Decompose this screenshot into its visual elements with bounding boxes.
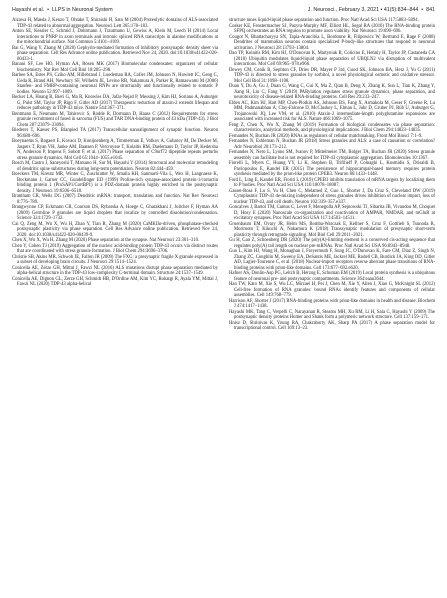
reference-entry: Fiorelli L, Myers C, Huang YY, Li K, Stephen B, Trifilieff P, Colnaghi L, Kosmidis S, Drisaldi B, Pavlopoulos E, Kandel ER (2015) The persistence of hippocampal-based memory requires protein synthesis mediated by the prion-like protein CPEB3. Neuron 86:1433–1448. [229,161,435,177]
reference-entry: Fernandes N, Buchan JR (2020) RNAs as regulators of cellular matchmaking. Front Mol Biosci 7:1–9. [229,133,423,139]
reference-entry: Aizawa H, Maeda J, Kenzo T, Ohtake T, Shiraishi H, Sato M (2004) Proteolytic domains of ALS-associated TDP-43 related to abnormal aggregation. Neurosci Lett 365:178–183. [12,18,218,29]
reference-entry: Banani SF, Lee HO, Hyman AA, Rosen MK (2017) Biomolecular condensates: organizers of cellular biochemistry. Nat Rev Mol Cell Biol 18:285–298. [12,62,218,73]
reference-entry: Harrison AF, Shorter J (2017) RNA-binding proteins with prion-like domains in health and disease. Biochem J 474:1417–1438. [229,298,435,309]
reference-column-left [12,18,218,332]
reference-entry: Bramham CR, Wells DG (2007) Dendritic mRNA: transport, translation and function. Nat Rev Neurosci 8:776–789. [12,194,218,205]
header-separator: • [421,6,424,13]
reference-entry: Ford L, Ling E, Kandel ER, Fioriti L (2019) CPEB3 inhibits translation of mRNA targets by localizing them to P bodies. Proc Natl Acad Sci USA 116:18078–18087. [229,177,435,188]
reference-entry: Bentmann E, Neumann M, Tahirovic S, Rodde R, Dormann D, Haass C (2012) Requirements for stress granule recruitment of fused in sarcoma (FUS) and TAR DNA-binding protein of 43 kDa (TDP-43). J Biol Chem 287:23079–23094. [12,111,218,128]
reference-entry: Cougot N, Bhattacharyya SN, Tapia-Arancibia L, Bordonne R, Filipowicz W, Bertrand E, Rage F (2008) Dendrites of mammalian neurons contain specialized P-body-like structures that respond to neuronal activation. J Neurosci 28:13793–13804. [229,34,435,51]
reference-column-right [229,18,435,332]
reference-entry: Fernandes N, Eshleman N, Buchan JR (2018) Stress granules and ALS: a case of causation or correlation? Adv Neurobiol 20:173–212. [229,139,435,150]
running-header-right [308,7,435,13]
running-header [12,5,435,14]
reference-entry: Duan Y, Du A, Gu J, Duan G, Wang C, Gui X, Ma Z, Qian B, Deng X, Zhang K, Sun L, Tian K, Zhang Y, Jiang H, Liu C, Fang Y (2019) PARylation regulates stress granule dynamics, phase separation, and neurotoxicity of disease-related RNA-binding proteins. Cell Res 29:233–247. [229,84,435,100]
reference-entry: Hafner AS, Donlin-Asp PG, Leitch B, Herzog E, Schuman EM (2019) Local protein synthesis is a ubiquitous feature of neuronal pre- and postsynaptic compartments. Science 364:eaau3644. [229,271,435,282]
reference-entry: Christie SB, Akins MR, Schwob JE, Fallon JR (2009) The FXG: a presynaptic fragile X granule expressed in a subset of developing brain circuits. J Neurosci 29:1514–1524. [12,254,218,265]
reference-entry: Gu H, Gao Z, Schoenberg DR (2020) The poly(A)-limiting element is a conserved cis-acting sequence that regulates poly(A) tail length on nuclear pre-mRNAs. Proc Natl Acad Sci USA 96:8943–8948. [229,238,435,249]
reference-entry: Bosch M, Castro J, Saneyoshi T, Matsuno H, Sur M, Hayashi Y (2014) Structural and molecular remodeling of dendritic spine substructures during long-term potentiation. Neuron 82:444–459. [12,161,218,172]
reference-entry: Gruenbaum EM, Ovary JR, Helm MS, Bomba-Warczak E, Kellner S, Cruz F, Gottlieb S, Tsunoda R, Morimoto T, Kikuchi A, Nakamura K (2018) Transsynaptic modulation of presynaptic short-term plasticity through retrograde signaling. Mol Biol Cell 29:2011–2021. [229,221,435,238]
reference-entry: Conicella AE, Dignon GL, Zerze GH, Schmidt HB, D'Ordine AM, Kim YC, Rohatgi R, Ayala YM, Mittal J, Fawzi NL (2020) TDP-43 alpha-helical [12,276,218,287]
reference-entry: Elden AC, Kim HJ, Hart MP, Chen-Plotkin AS, Johnson BS, Fang X, Armakola M, Geser F, Greene R, Lu MM, Padmanabhan A, Clay-Falcone D, McCluskey L, Elman L, Juhr D, Gruber PJ, Rüb U, Auburger G, Trojanowski JQ, Lee VM, et al. (2010) Ataxin-2 intermediate-length polyglutamine expansions are associated with increased risk for ALS. Nature 466:1069–1075. [229,100,435,122]
reference-entry: Boeckers TM, Kreutz MR, Winter C, Zuschratter W, Smalla KH, Sanmarti-Vila L, Wex H, Langnaese K, Bockmann J, Garner CC, Gundelfinger ED (1999) Proline-rich synapse-associated protein-1/cortactin binding protein 1 (ProSAP1/CortBP1) is a PDZ-domain protein highly enriched in the postsynaptic density. J Neurosci 19:6506–6518. [12,172,218,194]
reference-entry: Anton SE, Kessler C, Schmid J, Dohrmann J, Trautmann U, Gewiss A, Klein M, Leech H (2014) Local interactions to PNRP in axon terminals and intronic spliced RNA transcripts in alanine modifications at the mitochondrial surface. Nat Commun 5:4101–4109. [12,29,218,45]
reference-entry: Fernandes N, Nero L, Lyons SM, Ivanov P, Mittelmeier TM, Bolger TA, Buchan JR (2020) Stress granule assembly can facilitate but is not required for TDP-43 cytoplasmic aggregation. Biomolecules 10:1367. [229,150,435,161]
reference-entry: Goncalves J, Bartol TM, Camus C, Levet F, Menegolla AP, Sejnowski TJ, Sibarita JB, Vivaudou M, Choquet D, Hosy E (2020) Nanoscale co-organization and coactivation of AMPAR, NMDAR, and mGluR at excitatory synapses. Proc Natl Acad Sci USA 117:14503–14511. [229,205,435,221]
running-header-citation: J. Neurosci., February 3, 2021 • 41(5):834–844 [307,6,419,13]
reference-entry: Guo L, Kim HJ, Wang H, Monaghan J, Freyermuth F, Sung JC, O'Donovan K, Fare CM, Diaz Z, Singh N, Zhang ZC, Coughlin M, Sweeny EA, DeSantis ME, Jackrel ME, Rodell CB, Burdick JA, King OD, Gitler AD, Lagier-Tourenne C, et al. (2018) Nuclear-import receptors reverse aberrant phase transitions of RNA-binding proteins with prion-like domains. Cell 173:677–692.e620. [229,249,435,271]
running-header-authors: Hayashi et al. [12,6,45,13]
reference-entry: Barbee SA, Estes PS, Cziko AM, Hillebrand J, Luedeman RA, Coller JM, Johnson N, Howlett IC, Geng C, Ueda R, Brand AH, Newbury SF, Wilhelm JE, Levine RB, Nakamura A, Parker R, Ramaswami M (2006) Staufen- and FMRP-containing neuronal RNPs are structurally and functionally related to somatic P bodies. Neuron 52:997–1009. [12,73,218,95]
running-header-page-number: 841 [426,6,435,13]
reference-entry: structure tunes liquid-liquid phase separation and function. Proc Natl Acad Sci USA 117:5883–5894. [229,18,419,23]
header-separator: • [47,6,49,13]
running-header-title: LLPS in Neuronal System [51,6,113,13]
reference-entry: Chen X, Wu X, Wu H, Zhang M (2020) Phase separation at the synapse. Nat Neurosci 23:301–310. [12,238,200,243]
reference-entry: Chen Y, Cohen TJ (2019) Aggregation of the nucleic acid-binding protein TDP-43 occurs via distinct routes that are coordinated with stress granule formation. J Biol Chem 294:3696–3706. [12,243,218,254]
reference-entry: Becker LA, Huang B, Bieri G, Ma R, Knowles DA, Jafar-Nejad P, Messing J, Kim HJ, Soriano A, Auburger G, Pulst SM, Taylor JP, Rigo F, Gitler AD (2017) Therapeutic reduction of ataxin-2 extends lifespan and reduces pathology in TDP-43 mice. Nature 544:367–371. [12,95,218,111]
reference-entry: Dao TP, Kolaitis RM, Kim HJ, O'Donovan K, Martyniak B, Colicino E, Hehnly H, Taylor JP, Castaneda CA (2018) Ubiquitin modulates liquid-liquid phase separation of UBQLN2 via disruption of multivalent interactions. Mol Cell 69:965–978.e966. [229,51,435,67]
reference-entry: Hnisz D, Shrinivas K, Young RA, Chakraborty AK, Sharp PA (2017) A phase separation model for transcriptional control. Cell 169:13–23. [229,320,435,331]
reference-columns [12,18,435,332]
reference-entry: Gasset-Rosa F, Lu S, Yu H, Chen C, Melamed Z, Guo L, Shorter J, Da Cruz S, Cleveland DW (2019) Cytoplasmic TDP-43 de-mixing independent of stress granules drives inhibition of nuclear import, loss of nuclear TDP-43, and cell death. Neuron 102:339–357.e337. [229,188,435,205]
reference-entry: Feng Z, Chen X, Wu X, Zhang M (2019) Formation of biological condensates via phase separation: characteristics, analytical methods, and physiological implications. J Biol Chem 294:14823–14835. [229,122,435,133]
reference-entry: Han TW, Kato M, Xie S, Wu LC, Mirzaei H, Pei J, Chen M, Xie Y, Allen J, Xiao G, McKnight SL (2012) Cell-free formation of RNA granules: bound RNAs identify features and components of cellular assemblies. Cell 149:768–779. [229,282,435,298]
reference-entry: Hayashi MK, Tang C, Verpelli C, Narayanan R, Stearns MH, Xu RM, Li H, Sala C, Hayashi Y (2009) The postsynaptic density proteins Homer and Shank form a polymeric network structure. Cell 137:159–171. [229,309,435,320]
reference-entry: Bai G, Wang Y, Zhang M (2020) Gephyrin-mediated formation of inhibitory postsynaptic density sheet via phase separation. Cell Res Advance online publication. Retrieved Nov 24, 2020. doi:10.1038/s41422-020-00433-1. [12,45,218,62]
reference-entry: Boeynaems S, Bogaert E, Kovacs D, Konijnenberg A, Timmerman E, Volkov A, Guharoy M, De Decker M, Jaspers T, Ryan VH, Janke AM, Baatsen P, Vercruysse T, Kolaitis RM, Daelemans D, Taylor JP, Kedersha N, Anderson P, Impens F, Sobott F, et al. (2017) Phase separation of C9orf72 dipeptide repeats perturbs stress granule dynamics. Mol Cell 65:1044–1055.e1045. [12,139,218,161]
reference-entry: Conicella AE, Zerze GH, Mittal J, Fawzi NL (2016) ALS mutations disrupt phase separation mediated by alpha-helical structure in the TDP-43 low-complexity C-terminal domain. Structure 24:1537–1549. [12,265,218,276]
reference-entry: Biederer T, Kaeser PS, Blanpied TA (2017) Transcellular nanoalignment of synaptic function. Neuron 96:680–696. [12,128,218,139]
running-header-left [12,7,113,13]
reference-entry: Cai Q, Zeng M, Wu X, Wu H, Zhan Y, Tian R, Zhang M (2020) CaMKIIα-driven, phosphatase-checked postsynaptic plasticity via phase separation. Cell Res Advance online publication. Retrieved Nov 24, 2020. doi:10.1038/s41422-020-00439-9. [12,221,218,238]
reference-entry: Cosker KE, Fenstermacher SJ, Pazyra-Murphy MF, Elliott HL, Segal RA (2016) The RNA-binding protein SFPQ orchestrates an RNA regulon to promote axon viability. Nat Neurosci 19:690–696. [229,23,435,34]
reference-entry: Brangwynne CP, Eckmann CR, Courson DS, Rybarska A, Hoege C, Gharakhani J, Julicher F, Hyman AA (2009) Germline P granules are liquid droplets that localize by controlled dissolution/condensation. Science 324:1729–1732. [12,205,218,221]
reference-entry: Dewey CM, Cenik B, Sephton CF, Dries DR, Mayer P 3rd, Good SK, Johnson BA, Herz J, Yu G (2011) TDP-43 is directed to stress granules by sorbitol, a novel physiological osmotic and oxidative stressor. Mol Cell Biol 31:1098–1108. [229,67,435,84]
